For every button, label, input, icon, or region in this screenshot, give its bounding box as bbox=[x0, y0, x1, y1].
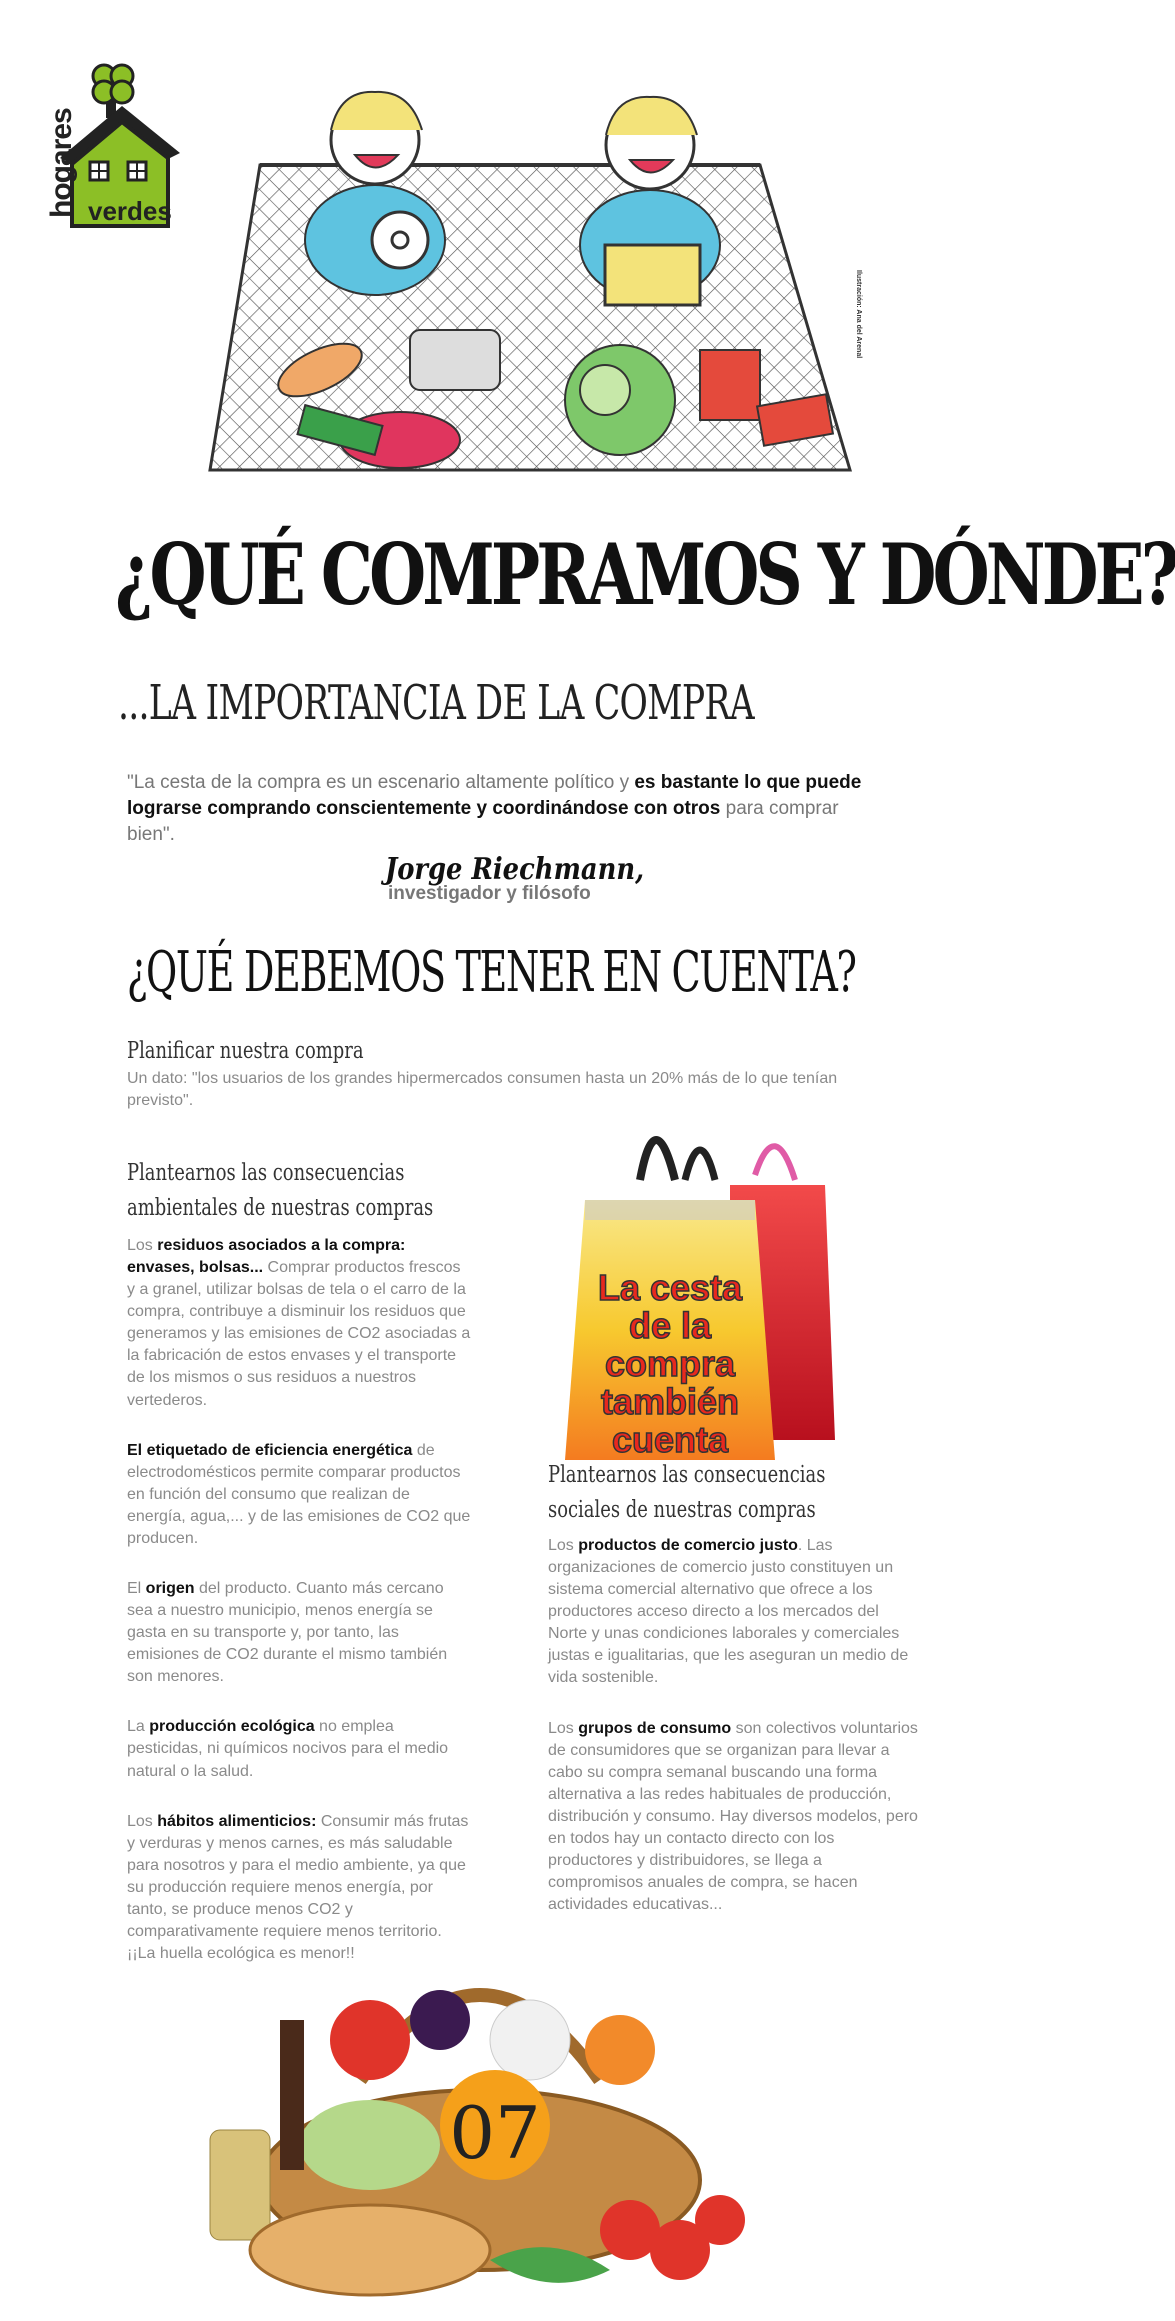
clover-icon bbox=[93, 65, 133, 118]
social-heading-line2: sociales de nuestras compras bbox=[548, 1497, 816, 1523]
bag-text-line2: de la bbox=[628, 1305, 712, 1346]
social-column bbox=[548, 1535, 920, 1944]
social-paragraph: Los grupos de consumo son colectivos voluntarios de consumidores que se organizan para llevar a cabo su compra semanal buscando una forma alternativa a las redes habituales de producción, distribución y consumo. Hay diversos modelos, pero en todos hay un contacto directo con los productores y distribuidores, se llega a compromisos anuales de compra, se hacen actividades educativas... bbox=[548, 1719, 918, 1914]
env-heading-line1: Plantearnos las consecuencias bbox=[127, 1160, 405, 1186]
bag-text-line1: La cesta bbox=[597, 1267, 743, 1308]
plan-heading: Planificar nuestra compra bbox=[127, 1038, 364, 1064]
social-heading-line1: Plantearnos las consecuencias bbox=[548, 1462, 826, 1488]
env-paragraph: El origen del producto. Cuanto más cercano sea a nuestro municipio, menos energía se gasta en su transporte y, por tanto, las emisiones de CO2 durante el mismo también son menores. bbox=[127, 1580, 448, 1686]
env-column bbox=[127, 1235, 472, 1993]
page-number: 07 bbox=[449, 2091, 541, 2175]
quote-part1: "La cesta de la compra es un escenario altamente político y bbox=[127, 772, 635, 793]
bag-text-line4: también bbox=[600, 1381, 740, 1422]
quote-bold: es bastante lo que puede lograrse comprando conscientemente y coordinándose con otros bbox=[127, 772, 862, 820]
section-question: ¿QUÉ DEBEMOS TENER EN CUENTA? bbox=[127, 940, 856, 1005]
env-paragraph: Los hábitos alimenticios: Consumir más frutas y verduras y menos carnes, es más saludable para nosotros y para el medio ambiente, ya que su producción requiere menos energía, por tanto, se produce menos CO2 y comparativamente requiere menos territorio. ¡¡La huella ecológica es menor!! bbox=[127, 1812, 469, 1963]
page-subtitle: ...LA IMPORTANCIA DE LA COMPRA bbox=[118, 675, 754, 731]
plan-text: Un dato: "los usuarios de los grandes hipermercados consumen hasta un 20% más de lo que tenían previsto". bbox=[127, 1070, 838, 1110]
author-name: Jorge Riechmann, bbox=[385, 852, 645, 887]
env-heading-line2: ambientales de nuestras compras bbox=[127, 1195, 434, 1221]
bag-text-line3: compra bbox=[604, 1343, 736, 1384]
social-paragraph: Los productos de comercio justo. Las organizaciones de comercio justo constituyen un sistema comercial alternativo que ofrece a los productores acceso directo a los mercados del Norte y unas condiciones laborales y comerciales justas e igualitarias, que les aseguran un medio de vida sostenible. bbox=[548, 1537, 909, 1687]
bag-text-line5: cuenta bbox=[611, 1419, 729, 1460]
quote bbox=[127, 770, 887, 849]
env-paragraph: El etiquetado de eficiencia energética de electrodomésticos permite comparar productos en función del consumo que realizan de energía, agua,... y de las emisiones de CO2 que producen. bbox=[127, 1441, 471, 1547]
env-paragraph: La producción ecológica no emplea pesticidas, ni químicos nocivos para el medio natural o la salud. bbox=[127, 1718, 449, 1780]
shopping-cart-illustration bbox=[200, 70, 880, 470]
quote-part2: para comprar bien". bbox=[127, 798, 839, 846]
shopping-bag-graphic bbox=[545, 1110, 875, 1480]
logo-text-verdes: verdes bbox=[88, 196, 172, 226]
env-paragraph: Los residuos asociados a la compra: envases, bolsas... Comprar productos frescos y a granel, utilizar bolsas de tela o el carro de la compra, contribuye a disminuir los residuos que generamos y las emisiones de CO2 asociadas a la fabricación de estos envases y el transporte de los mismos o sus residuos a nuestros vertederos. bbox=[127, 1237, 471, 1409]
logo-text-hogares: hogares bbox=[45, 108, 78, 218]
author-role: investigador y filósofo bbox=[388, 883, 591, 904]
hogares-verdes-logo bbox=[30, 38, 180, 228]
food-basket-image bbox=[210, 1930, 770, 2310]
illustration-credit: Ilustración: Ana del Arenal bbox=[855, 270, 862, 359]
page-title: ¿QUÉ COMPRAMOS Y DÓNDE? bbox=[115, 525, 1175, 624]
